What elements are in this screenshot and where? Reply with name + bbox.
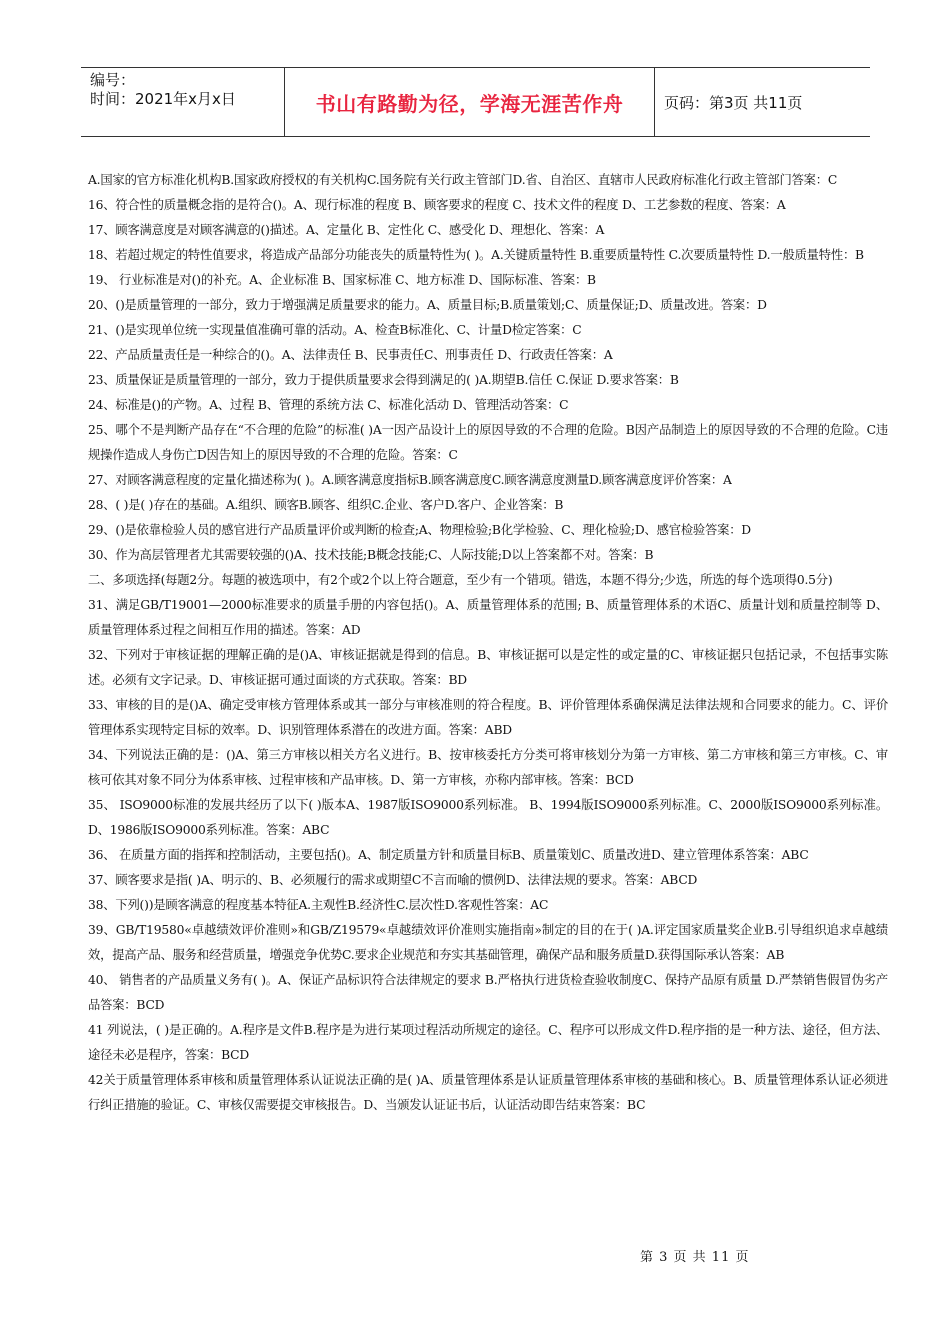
question-item: 39、GB/T19580«卓越绩效评价准则»和GB/Z19579«卓越绩效评价准则实施指南»制定的目的在于( )A.评定国家质量奖企业B.引导组织追求卓越绩效，提高产品、服务和经营质量，增强竞争优势C.要求企业规范和夯实其基础管理，确保产品和服务质量D.获得国际承认答案：AB xyxy=(88,923,888,962)
question-item: 32、下列对于审核证据的理解正确的是()A、审核证据就是得到的信息。B、审核证据可以是定性的或定量的C、审核证据只包括记录，不包括事实陈述。必须有文字记录。D、审核证据可通过面谈的方式获取。答案：BD xyxy=(88,648,888,687)
question-item: 31、满足GB/T19001—2000标准要求的质量手册的内容包括()。A、质量管理体系的范围; B、质量管理体系的术语C、质量计划和质量控制等 D、质量管理体系过程之间相互作用的描述。答案：AD xyxy=(88,598,888,637)
motto: 书山有路勤为径，学海无涯苦作舟 xyxy=(285,68,655,136)
question-item: 24、标准是()的产物。A、过程 B、管理的系统方法 C、标准化活动 D、管理活动答案：C xyxy=(88,398,569,412)
question-item: 19、 行业标准是对()的补充。A、企业标准 B、国家标准 C、地方标准 D、国际标准、答案：B xyxy=(88,273,596,287)
question-item: 41 列说法，( )是正确的。A.程序是文件B.程序是为进行某项过程活动所规定的途径。C、程序可以形成文件D.程序指的是一种方法、途径，但方法、途径未必是程序，答案：BCD xyxy=(88,1023,888,1062)
question-item: 17、顾客满意度是对顾客满意的()描述。A、定量化 B、定性化 C、感受化 D、理想化、答案：A xyxy=(88,223,605,237)
question-item: 23、质量保证是质量管理的一部分，致力于提供质量要求会得到满足的( )A.期望B.信任 C.保证 D.要求答案：B xyxy=(88,373,679,387)
question-item: 42关于质量管理体系审核和质量管理体系认证说法正确的是( )A、质量管理体系是认证质量管理体系审核的基础和核心。B、质量管理体系认证必须进行纠正措施的验证。C、审核仅需要提交审核报告。D、当颁发认证证书后，认证活动即告结束答案：BC xyxy=(88,1073,888,1112)
question-item: 35、 ISO9000标准的发展共经历了以下( )版本A、1987版ISO9000系列标准。 B、1994版ISO9000系列标准。C、2000版ISO9000系列标准。 D、1986版ISO9000系列标准。答案：ABC xyxy=(88,798,888,837)
question-item: 27、对顾客满意程度的定量化描述称为( )。A.顾客满意度指标B.顾客满意度C.顾客满意度测量D.顾客满意度评价答案：A xyxy=(88,473,732,487)
question-item: 28、( )是( )存在的基础。A.组织、顾客B.顾客、组织C.企业、客户D.客户、企业答案：B xyxy=(88,498,564,512)
question-item: 33、审核的目的是()A、确定受审核方管理体系或其一部分与审核准则的符合程度。B、评价管理体系确保满足法律法规和合同要求的能力。C、评价管理体系实现特定目标的效率。D、识别管理体系潜在的改进方面。答案：ABD xyxy=(88,698,888,737)
question-item: 22、产品质量责任是一种综合的()。A、法律责任 B、民事责任C、刑事责任 D、行政责任答案：A xyxy=(88,348,613,362)
question-item: 二、多项选择(每题2分。每题的被选项中，有2个或2个以上符合题意，至少有一个错项。错选，本题不得分;少选，所选的每个选项得0.5分) xyxy=(88,573,833,587)
question-item: 29、()是依靠检验人员的感官进行产品质量评价或判断的检查;A、物理检验;B化学检验、C、理化检验;D、感官检验答案：D xyxy=(88,523,751,537)
document-body xyxy=(88,168,888,1118)
date-label: 时间：2021年x月x日 xyxy=(90,90,236,108)
question-item: 37、顾客要求是指( )A、明示的、B、必须履行的需求或期望C不言而喻的惯例D、法律法规的要求。答案：ABCD xyxy=(88,873,698,887)
question-item: 18、若超过规定的特性值要求，将造成产品部分功能丧失的质量特性为( )。A.关键质量特性 B.重要质量特性 C.次要质量特性 D.一般质量特性：B xyxy=(88,248,864,262)
number-label: 编号： xyxy=(90,71,136,89)
question-item: 40、 销售者的产品质量义务有( )。A、保证产品标识符合法律规定的要求 B.严格执行进货检查验收制度C、保持产品原有质量 D.严禁销售假冒伪劣产品答案：BCD xyxy=(88,973,888,1012)
question-item: 34、下列说法正确的是：()A、第三方审核以相关方名义进行。B、按审核委托方分类可将审核划分为第一方审核、第二方审核和第三方审核。C、审核可依其对象不同分为体系审核、过程审核和产品审核。D、第一方审核，亦称内部审核。答案：BCD xyxy=(88,748,888,787)
question-item: 38、下列())是顾客满意的程度基本特征A.主观性B.经济性C.层次性D.客观性答案：AC xyxy=(88,898,549,912)
header-info-cell xyxy=(81,68,285,136)
page-header xyxy=(81,67,870,137)
question-item: 25、哪个不是判断产品存在“不合理的危险”的标准( )A一因产品设计上的原因导致的不合理的危险。B因产品制造上的原因导致的不合理的危险。C违规操作造成人身伤亡D因告知上的原因导致的不合理的危险。答案：C xyxy=(88,423,888,462)
question-item: 36、 在质量方面的指挥和控制活动，主要包括()。A、制定质量方针和质量目标B、质量策划C、质量改进D、建立管理体系答案：ABC xyxy=(88,848,809,862)
question-item: 20、()是质量管理的一部分，致力于增强满足质量要求的能力。A、质量目标;B.质量策划;C、质量保证;D、质量改进。答案：D xyxy=(88,298,767,312)
page-code: 页码：第3页 共11页 xyxy=(664,93,803,112)
question-item: 30、作为高层管理者尤其需要较强的()A、技术技能;B概念技能;C、人际技能;D以上答案都不对。答案：B xyxy=(88,548,654,562)
question-item: 16、符合性的质量概念指的是符合()。A、现行标准的程度 B、顾客要求的程度 C、技术文件的程度 D、工艺参数的程度、答案：A xyxy=(88,198,786,212)
question-item: 21、()是实现单位统一实现量值准确可靠的活动。A、检查B标准化、C、计量D检定答案：C xyxy=(88,323,582,337)
page-footer: 第 3 页 共 11 页 xyxy=(640,1250,750,1265)
question-item: A.国家的官方标准化机构B.国家政府授权的有关机构C.国务院有关行政主管部门D.省、自治区、直辖市人民政府标准化行政主管部门答案：C xyxy=(88,173,838,187)
